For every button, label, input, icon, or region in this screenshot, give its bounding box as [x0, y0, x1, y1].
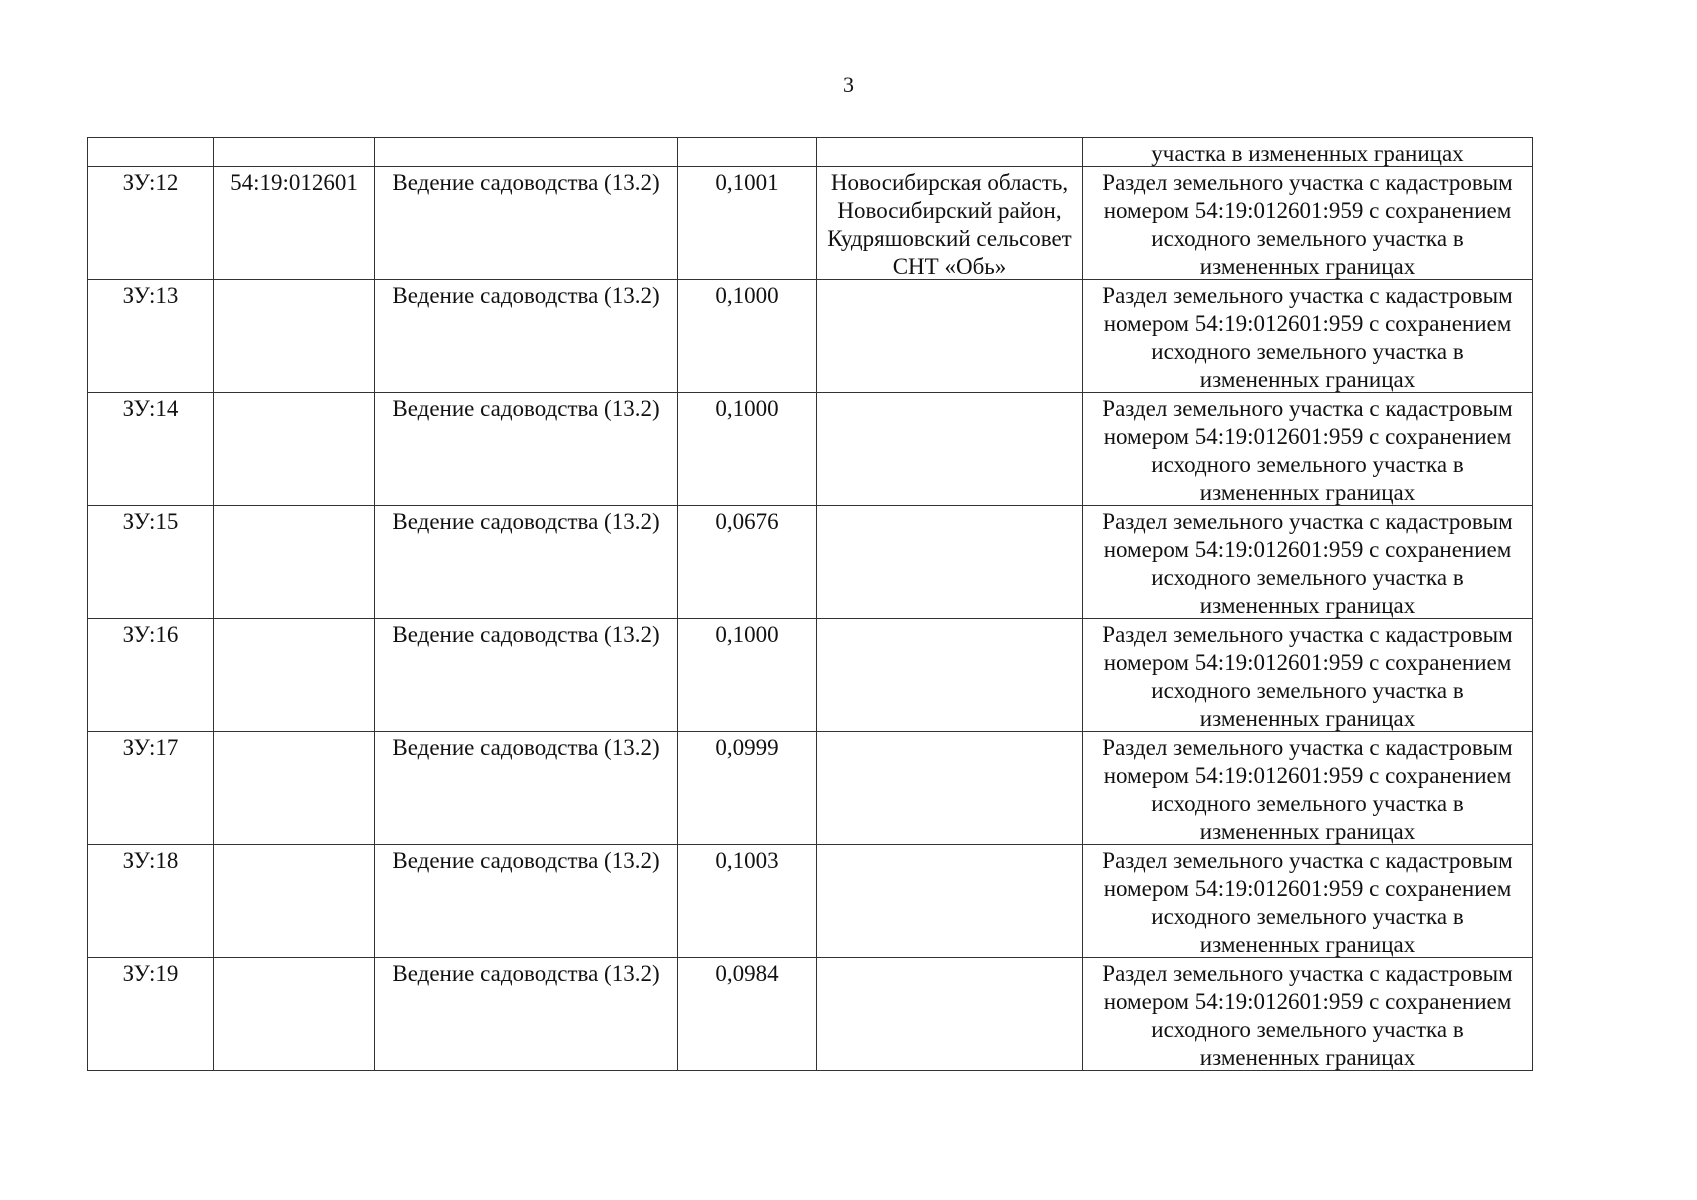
cell-id	[88, 138, 214, 167]
cell-cadastral-quarter	[214, 393, 375, 506]
cell-area: 0,1000	[678, 393, 817, 506]
cell-id: ЗУ:13	[88, 280, 214, 393]
cell-cadastral-quarter	[214, 732, 375, 845]
table-row	[88, 167, 1533, 280]
cell-permitted-use: Ведение садоводства (13.2)	[375, 845, 678, 958]
cell-area: 0,0999	[678, 732, 817, 845]
cell-address: Новосибирская область, Новосибирский район, Кудряшовский сельсовет СНТ «Обь»	[817, 167, 1083, 280]
cell-area: 0,1001	[678, 167, 817, 280]
cell-formation-method: Раздел земельного участка с кадастровым номером 54:19:012601:959 с сохранением исходного земельного участка в измененных границах	[1083, 506, 1533, 619]
table-row-continuation	[88, 138, 1533, 167]
cell-permitted-use: Ведение садоводства (13.2)	[375, 280, 678, 393]
cell-address	[817, 138, 1083, 167]
cell-cadastral-quarter	[214, 619, 375, 732]
table-row	[88, 845, 1533, 958]
cell-permitted-use: Ведение садоводства (13.2)	[375, 732, 678, 845]
cell-address	[817, 958, 1083, 1071]
cell-cadastral-quarter	[214, 280, 375, 393]
cell-area: 0,0676	[678, 506, 817, 619]
cell-formation-method: участка в измененных границах	[1083, 138, 1533, 167]
cell-cadastral-quarter	[214, 506, 375, 619]
page-number: 3	[843, 72, 854, 97]
cell-cadastral-quarter	[214, 958, 375, 1071]
cell-address	[817, 280, 1083, 393]
cell-address	[817, 845, 1083, 958]
cell-area	[678, 138, 817, 167]
cell-permitted-use: Ведение садоводства (13.2)	[375, 167, 678, 280]
cell-formation-method: Раздел земельного участка с кадастровым номером 54:19:012601:959 с сохранением исходного земельного участка в измененных границах	[1083, 280, 1533, 393]
cell-formation-method: Раздел земельного участка с кадастровым номером 54:19:012601:959 с сохранением исходного земельного участка в измененных границах	[1083, 845, 1533, 958]
cell-area: 0,1000	[678, 280, 817, 393]
cell-formation-method: Раздел земельного участка с кадастровым номером 54:19:012601:959 с сохранением исходного земельного участка в измененных границах	[1083, 393, 1533, 506]
table-row	[88, 393, 1533, 506]
cell-cadastral-quarter	[214, 138, 375, 167]
cell-id: ЗУ:16	[88, 619, 214, 732]
cell-permitted-use: Ведение садоводства (13.2)	[375, 393, 678, 506]
cell-id: ЗУ:17	[88, 732, 214, 845]
table-row	[88, 619, 1533, 732]
cell-cadastral-quarter: 54:19:012601	[214, 167, 375, 280]
cell-address	[817, 732, 1083, 845]
cell-permitted-use: Ведение садоводства (13.2)	[375, 506, 678, 619]
cell-formation-method: Раздел земельного участка с кадастровым номером 54:19:012601:959 с сохранением исходного земельного участка в измененных границах	[1083, 619, 1533, 732]
cell-id: ЗУ:15	[88, 506, 214, 619]
cell-id: ЗУ:14	[88, 393, 214, 506]
cell-formation-method: Раздел земельного участка с кадастровым номером 54:19:012601:959 с сохранением исходного земельного участка в измененных границах	[1083, 167, 1533, 280]
table-row	[88, 958, 1533, 1071]
land-plots-table	[87, 137, 1533, 1071]
cell-permitted-use	[375, 138, 678, 167]
cell-formation-method: Раздел земельного участка с кадастровым номером 54:19:012601:959 с сохранением исходного земельного участка в измененных границах	[1083, 732, 1533, 845]
cell-area: 0,0984	[678, 958, 817, 1071]
table-row	[88, 732, 1533, 845]
cell-id: ЗУ:18	[88, 845, 214, 958]
cell-address	[817, 393, 1083, 506]
cell-permitted-use: Ведение садоводства (13.2)	[375, 958, 678, 1071]
cell-area: 0,1000	[678, 619, 817, 732]
cell-address	[817, 506, 1083, 619]
cell-id: ЗУ:19	[88, 958, 214, 1071]
cell-permitted-use: Ведение садоводства (13.2)	[375, 619, 678, 732]
cell-id: ЗУ:12	[88, 167, 214, 280]
table-row	[88, 506, 1533, 619]
cell-area: 0,1003	[678, 845, 817, 958]
table-row	[88, 280, 1533, 393]
cell-address	[817, 619, 1083, 732]
cell-cadastral-quarter	[214, 845, 375, 958]
cell-formation-method: Раздел земельного участка с кадастровым номером 54:19:012601:959 с сохранением исходного земельного участка в измененных границах	[1083, 958, 1533, 1071]
